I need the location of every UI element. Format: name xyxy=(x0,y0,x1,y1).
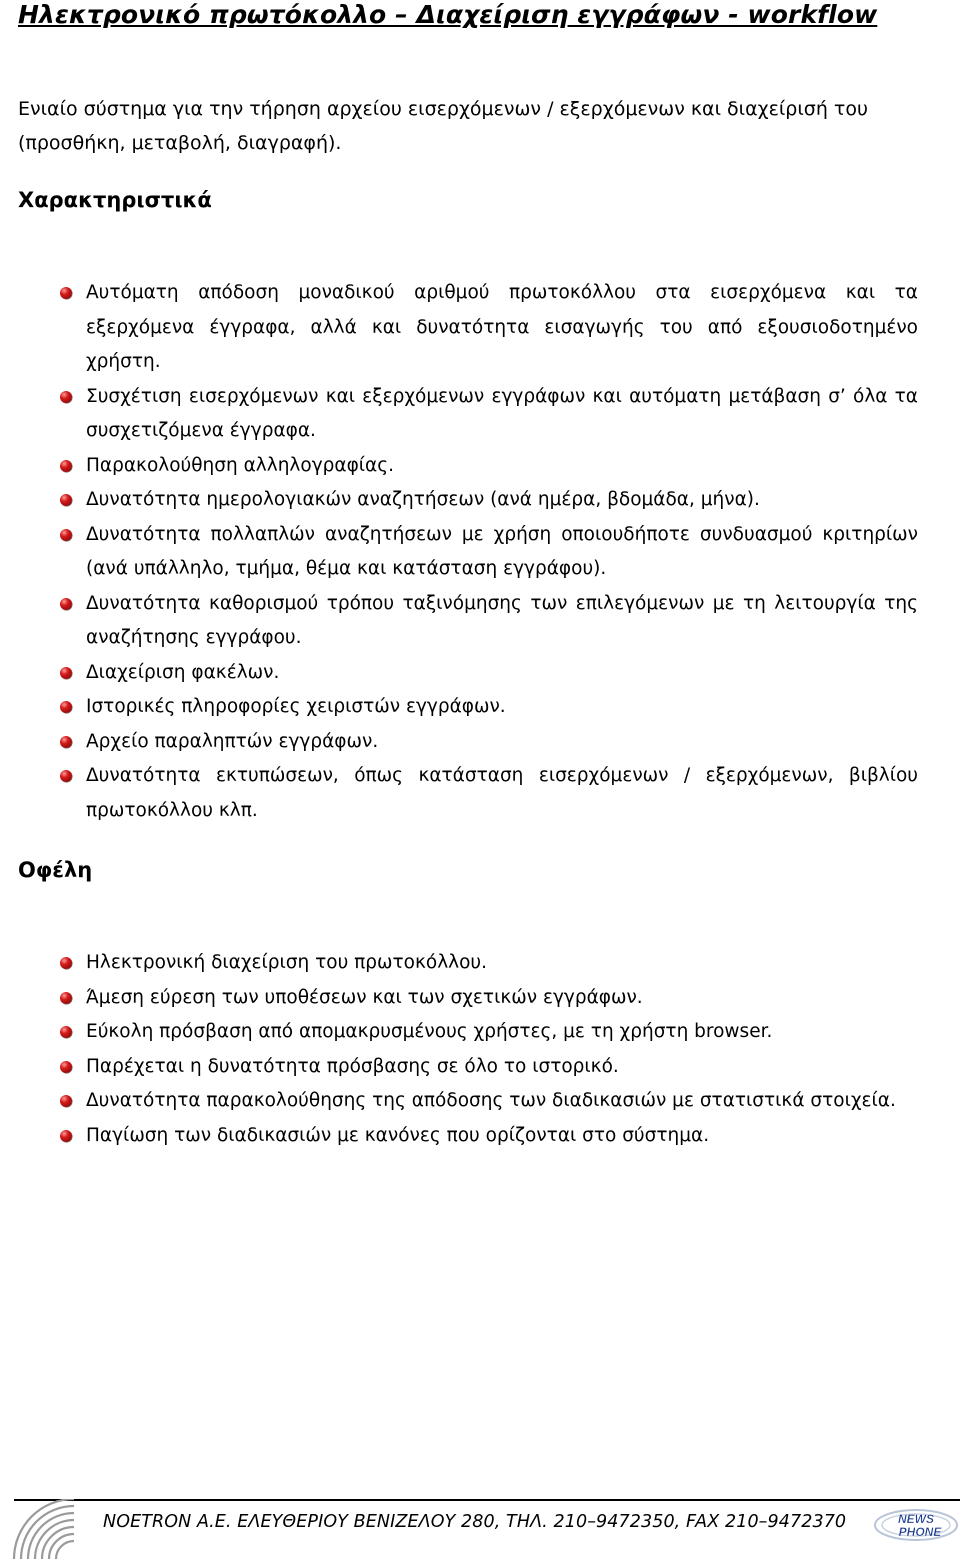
bullet-icon xyxy=(60,529,72,541)
bullet-icon xyxy=(60,460,72,472)
list-item-text: Αυτόματη απόδοση μοναδικού αριθμού πρωτοκόλλου στα εισερχόμενα και τα εξερχόμενα έγγραφα, αλλά και δυνατότητα εισαγωγής του από εξουσιοδοτημένο χρήστη. xyxy=(86,282,918,372)
bullet-icon xyxy=(60,992,72,1004)
list-item xyxy=(60,725,918,760)
bullet-icon xyxy=(60,736,72,748)
list-item xyxy=(60,656,918,691)
list-item-text: Εύκολη πρόσβαση από απομακρυσμένους χρήστες, με τη χρήστη browser. xyxy=(86,1021,773,1042)
bullet-icon xyxy=(60,1095,72,1107)
list-item-text: Άμεση εύρεση των υποθέσεων και των σχετικών εγγράφων. xyxy=(86,986,643,1008)
list-item-text: Δυνατότητα εκτυπώσεων, όπως κατάσταση εισερχόμενων / εξερχόμενων, βιβλίου πρωτοκόλλου κλπ. xyxy=(86,765,918,821)
bullet-icon xyxy=(60,1061,72,1073)
list-item xyxy=(60,1050,918,1085)
list-item xyxy=(60,483,918,518)
bullet-icon xyxy=(60,287,72,299)
list-item-text: Ιστορικές πληροφορίες χειριστών εγγράφων. xyxy=(86,696,506,717)
benefits-list xyxy=(60,946,918,1153)
footer-divider xyxy=(14,1499,960,1501)
list-item-text: Παρακολούθηση αλληλογραφίας. xyxy=(86,454,394,476)
list-item xyxy=(60,276,918,380)
footer-arcs-icon xyxy=(12,1499,102,1559)
list-item-text: Αρχείο παραληπτών εγγράφων. xyxy=(86,730,379,752)
list-item-text: Δυνατότητα πολλαπλών αναζητήσεων με χρήση οποιουδήποτε συνδυασμού κριτηρίων (ανά υπάλληλο, τμήμα, θέμα και κατάσταση εγγράφου). xyxy=(86,523,918,579)
features-list xyxy=(60,276,918,828)
list-item xyxy=(60,1015,918,1050)
list-item xyxy=(60,690,918,725)
list-item xyxy=(60,1084,918,1119)
list-item-text: Παρέχεται η δυνατότητα πρόσβασης σε όλο το ιστορικό. xyxy=(86,1055,619,1077)
bullet-icon xyxy=(60,391,72,403)
bullet-icon xyxy=(60,1130,72,1142)
list-item-text: Δυνατότητα ημερολογιακών αναζητήσεων (ανά ημέρα, βδομάδα, μήνα). xyxy=(86,489,760,510)
bullet-icon xyxy=(60,701,72,713)
list-item-text: Συσχέτιση εισερχόμενων και εξερχόμενων εγγράφων και αυτόματη μετάβαση σ’ όλα τα συσχετιζόμενα έγγραφα. xyxy=(86,385,918,441)
bullet-icon xyxy=(60,494,72,506)
list-item xyxy=(60,759,918,828)
list-item-text: Δυνατότητα παρακολούθησης της απόδοσης των διαδικασιών με στατιστικά στοιχεία. xyxy=(86,1090,896,1111)
list-item xyxy=(60,981,918,1016)
footer-address: NOETRON Α.Ε. ΕΛΕΥΘΕΡΙΟΥ ΒΕΝΙΖΕΛΟΥ 280, ΤΗΛ. 210–9472350, FAX 210–9472370 xyxy=(103,1512,847,1532)
intro-paragraph: Ενιαίο σύστημα για την τήρηση αρχείου εισερχόμενων / εξερχόμενων και διαχείρισή του (προσθήκη, μεταβολή, διαγραφή). xyxy=(18,98,868,154)
list-item xyxy=(60,1119,918,1154)
bullet-icon xyxy=(60,598,72,610)
list-item xyxy=(60,946,918,981)
list-item-text: Δυνατότητα καθορισμού τρόπου ταξινόμησης των επιλεγόμενων με τη λειτουργία της αναζήτησης εγγράφου. xyxy=(86,592,918,648)
svg-text:NEWS: NEWS xyxy=(898,1512,934,1526)
list-item xyxy=(60,380,918,449)
benefits-heading: Οφέλη xyxy=(18,858,93,882)
list-item xyxy=(60,449,918,484)
bullet-icon xyxy=(60,1026,72,1038)
bullet-icon xyxy=(60,770,72,782)
svg-text:PHONE: PHONE xyxy=(898,1525,942,1539)
list-item xyxy=(60,587,918,656)
page-title: Ηλεκτρονικό πρωτόκολλο – Διαχείριση εγγράφων - workflow xyxy=(18,0,878,29)
features-heading: Χαρακτηριστικά xyxy=(18,188,212,212)
newsphone-logo-icon xyxy=(873,1506,959,1544)
list-item-text: Ηλεκτρονική διαχείριση του πρωτοκόλλου. xyxy=(86,952,488,973)
list-item-text: Διαχείριση φακέλων. xyxy=(86,661,280,683)
bullet-icon xyxy=(60,957,72,969)
bullet-icon xyxy=(60,667,72,679)
list-item xyxy=(60,518,918,587)
list-item-text: Παγίωση των διαδικασιών με κανόνες που ορίζονται στο σύστημα. xyxy=(86,1124,710,1146)
